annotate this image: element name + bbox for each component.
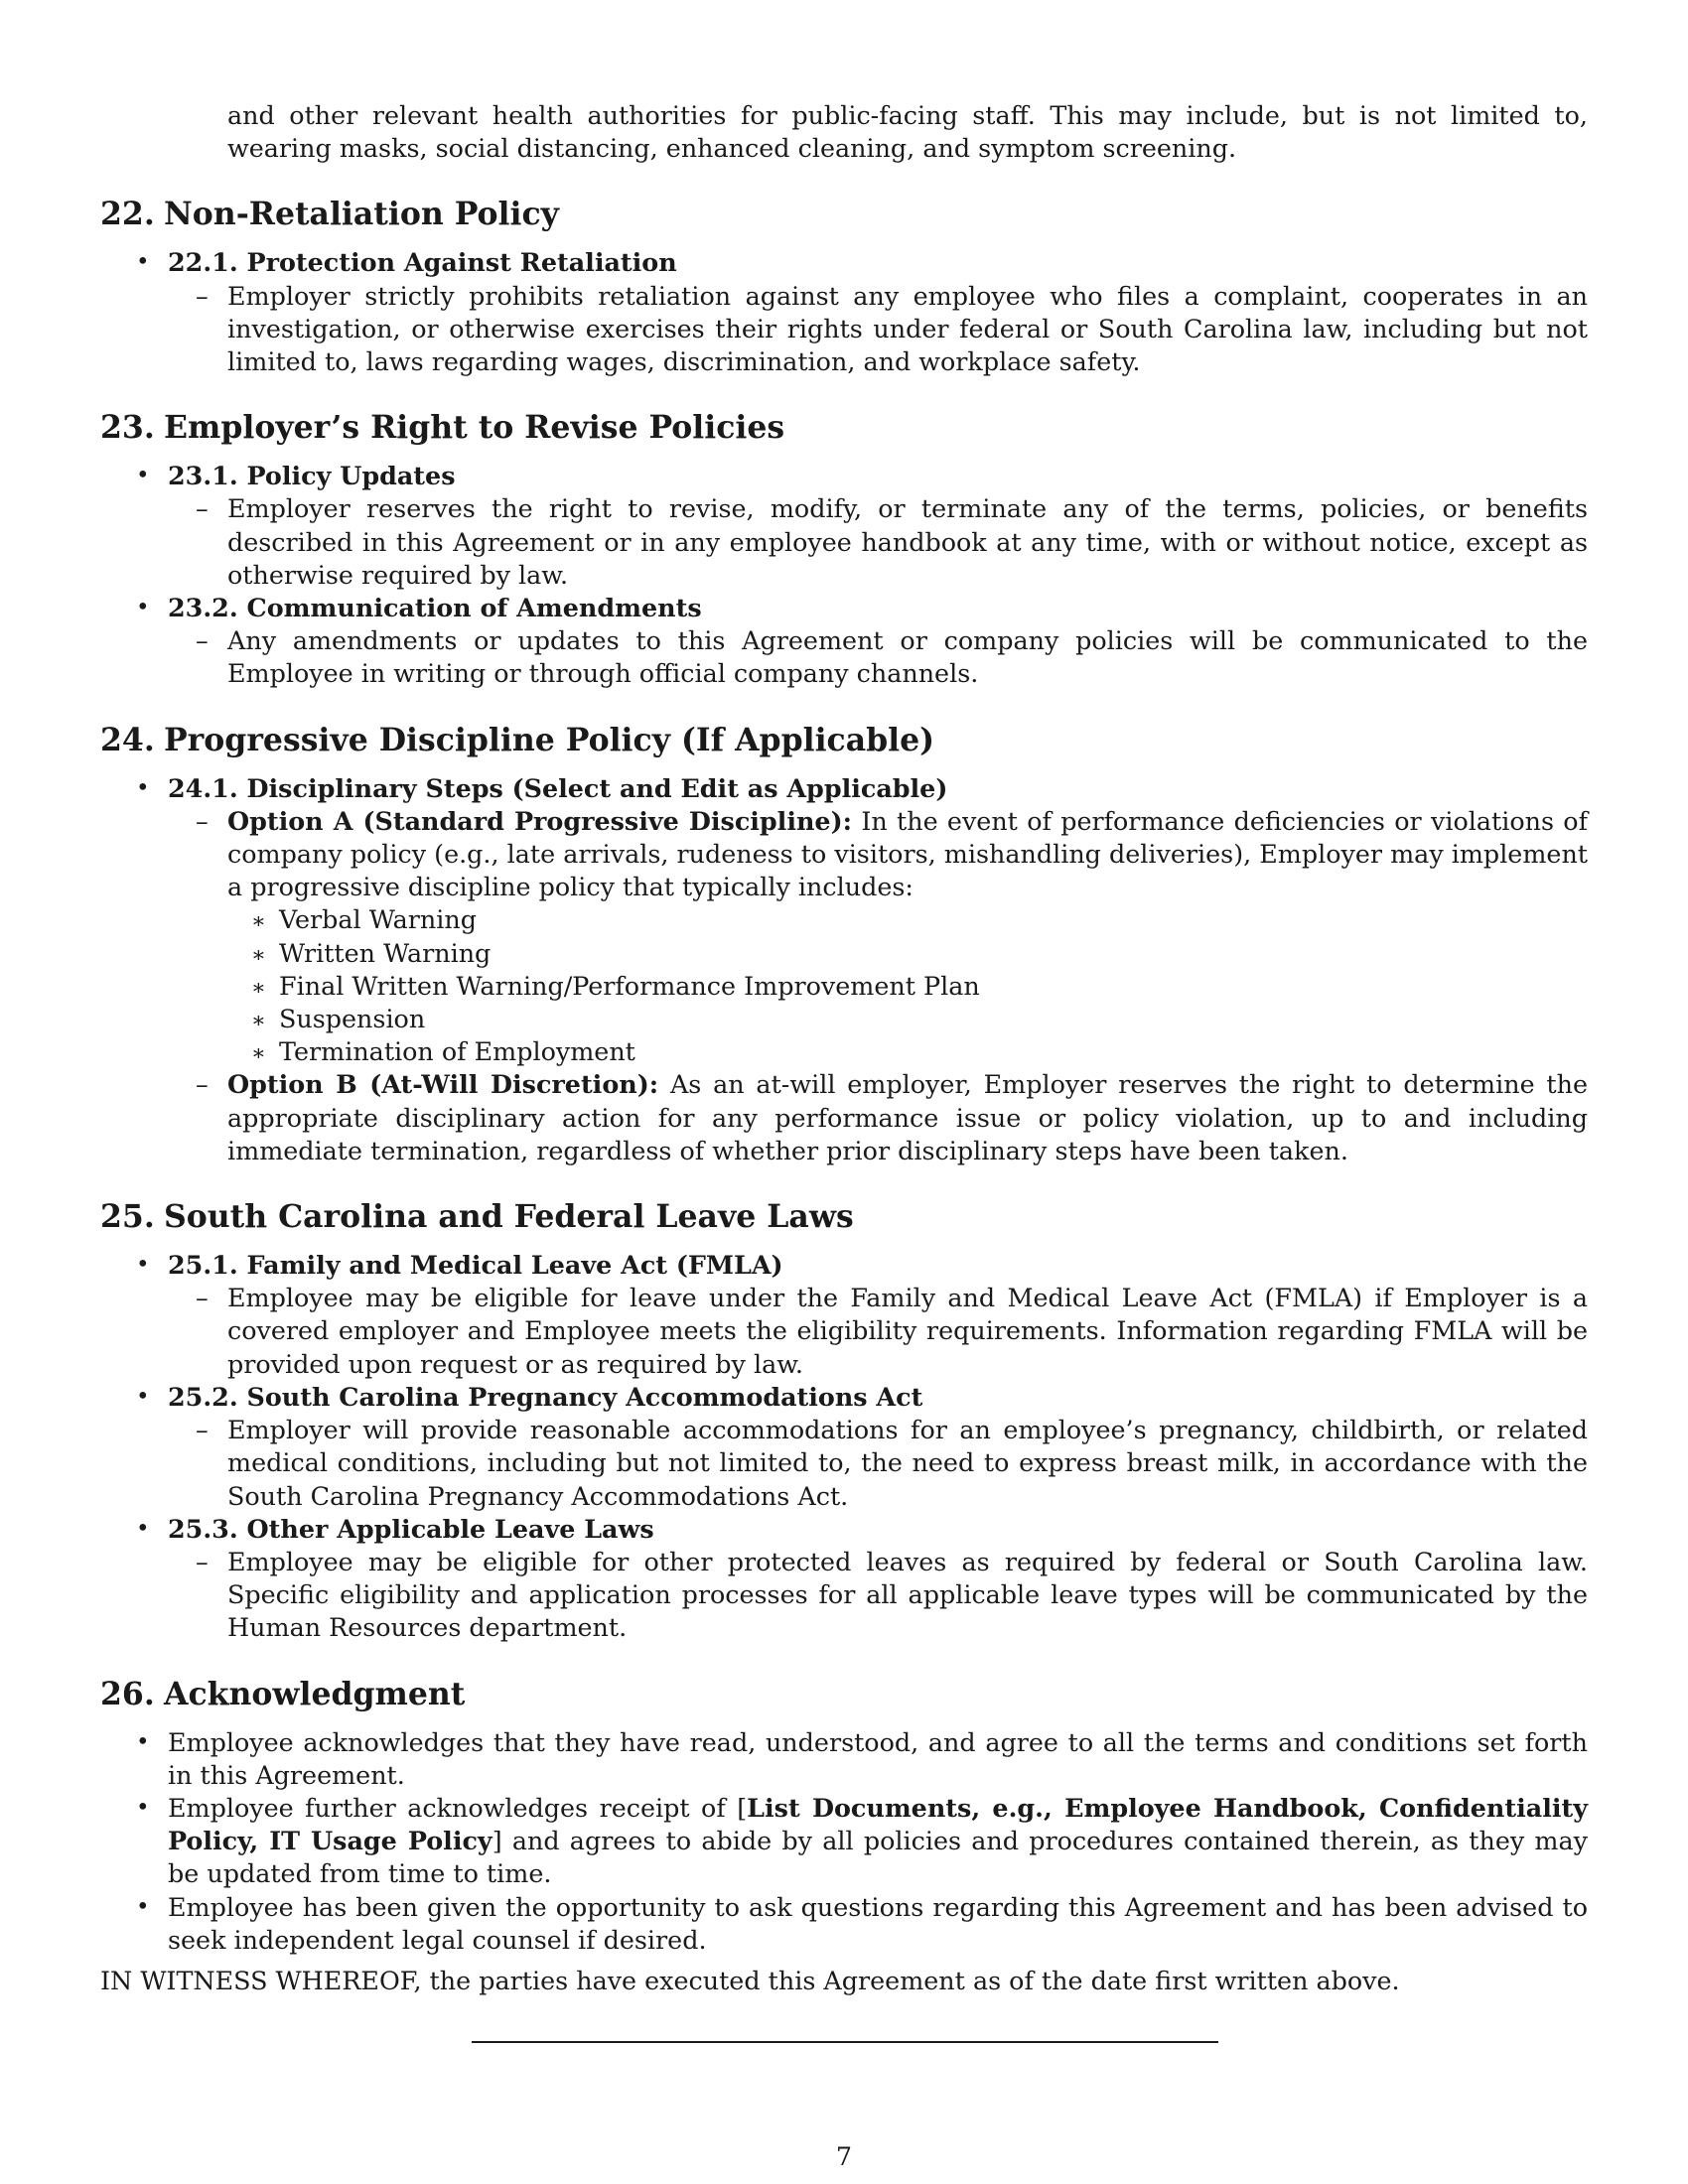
subsection-heading: 25.1. Family and Medical Leave Act (FMLA) bbox=[168, 1250, 783, 1281]
document-page bbox=[100, 99, 1588, 1997]
subsection-heading: 23.1. Policy Updates bbox=[168, 461, 456, 491]
step-text: Written Warning bbox=[279, 937, 492, 968]
item-text: Employee has been given the opportunity to ask questions regarding this Agreement and has been advised to seek independent legal counsel if desired. bbox=[168, 1891, 1588, 1955]
section-title: South Carolina and Federal Leave Laws bbox=[164, 1198, 854, 1236]
asterisk-icon: ∗ bbox=[251, 1041, 266, 1067]
bullet-icon: • bbox=[136, 1794, 150, 1821]
option-a-item bbox=[168, 805, 1588, 1069]
section-24-list bbox=[100, 772, 1588, 1167]
page-number: 7 bbox=[835, 2141, 853, 2171]
document-list-placeholder: List Documents, e.g., Employee Handbook, Confidentiality Policy, IT Usage Policy bbox=[168, 1792, 1588, 1856]
list-item bbox=[100, 1249, 1588, 1381]
bullet-icon: • bbox=[136, 463, 150, 489]
item-text: Employer strictly prohibits retaliation against any employee who files a complaint, cooperates in an investigation, or otherwise exercises their rights under federal or South Carolina law, including but not limited to, laws regarding wages, discrimination, and workplace safety. bbox=[227, 280, 1588, 377]
section-number: 26. bbox=[100, 1675, 155, 1712]
subsection-heading: 22.1. Protection Against Retaliation bbox=[168, 247, 677, 278]
section-title: Acknowledgment bbox=[164, 1675, 466, 1712]
section-23-heading bbox=[100, 408, 1588, 448]
option-b-text: As an at-will employer, Employer reserves the right to determine the appropriate disciplinary action for any performance issue or policy violation, up to and including immediate termination, regardless of whether prior disciplinary steps have been taken. bbox=[227, 1069, 1588, 1165]
item-text: Employee may be eligible for other protected leaves as required by federal or South Carolina law. Specific eligibility and application processes for all applicable leave types will be communicated by the Human Resources department. bbox=[227, 1546, 1588, 1643]
intro-paragraph: and other relevant health authorities for public-facing staff. This may include, but is not limited to, wearing masks, social distancing, enhanced cleaning, and symptom screening. bbox=[227, 100, 1588, 164]
list-item bbox=[100, 460, 1588, 592]
option-b-item bbox=[168, 1068, 1588, 1167]
item-text: Employee acknowledges that they have read, understood, and agree to all the terms and conditions set forth in this Agreement. bbox=[168, 1726, 1588, 1790]
item-text-pre: Employee further acknowledges receipt of [ bbox=[168, 1792, 748, 1823]
list-item bbox=[168, 624, 1588, 690]
list-item bbox=[100, 1891, 1588, 1957]
bullet-icon: • bbox=[136, 1383, 150, 1410]
witness-clause: IN WITNESS WHEREOF, the parties have executed this Agreement as of the date first written above. bbox=[100, 1965, 1400, 1995]
discipline-step bbox=[227, 970, 1588, 1003]
list-item bbox=[168, 492, 1588, 592]
option-a-label: Option A (Standard Progressive Discipline): bbox=[227, 805, 852, 836]
list-item bbox=[168, 280, 1588, 379]
bullet-icon: • bbox=[136, 1252, 150, 1279]
discipline-step bbox=[227, 937, 1588, 970]
asterisk-icon: ∗ bbox=[251, 1009, 266, 1034]
section-23-list bbox=[100, 460, 1588, 690]
section-25-heading bbox=[100, 1197, 1588, 1237]
list-item bbox=[100, 246, 1588, 378]
discipline-step bbox=[227, 1035, 1588, 1068]
bullet-icon: • bbox=[136, 595, 150, 621]
section-24-heading bbox=[100, 721, 1588, 760]
option-a-text: In the event of performance deficiencies or violations of company policy (e.g., late arrivals, rudeness to visitors, mishandling deliveries), Employer may implement a progressive discipline policy that typically includes: bbox=[227, 805, 1588, 902]
list-item bbox=[100, 1513, 1588, 1645]
dash-icon: – bbox=[196, 625, 209, 656]
section-title: Employer’s Right to Revise Policies bbox=[164, 409, 785, 447]
section-title: Progressive Discipline Policy (If Applicable) bbox=[164, 721, 935, 758]
dash-icon: – bbox=[196, 1415, 209, 1445]
dash-icon: – bbox=[196, 1546, 209, 1576]
bullet-icon: • bbox=[136, 1515, 150, 1542]
discipline-step bbox=[227, 903, 1588, 936]
item-text-post: ] and agrees to abide by all policies and procedures contained therein, as they may be updated from time to time. bbox=[168, 1826, 1588, 1889]
step-text: Termination of Employment bbox=[279, 1036, 635, 1067]
list-item bbox=[168, 1414, 1588, 1513]
section-25-list bbox=[100, 1249, 1588, 1644]
bullet-icon: • bbox=[136, 774, 150, 801]
section-title: Non-Retaliation Policy bbox=[164, 196, 559, 233]
section-22-list bbox=[100, 246, 1588, 378]
subsection-heading: 23.2. Communication of Amendments bbox=[168, 593, 702, 623]
dash-icon: – bbox=[196, 280, 209, 311]
dash-icon: – bbox=[196, 1283, 209, 1313]
dash-icon: – bbox=[196, 493, 209, 524]
dash-icon: – bbox=[196, 1069, 209, 1100]
list-item bbox=[100, 772, 1588, 1167]
step-text: Verbal Warning bbox=[279, 904, 477, 935]
section-22-heading bbox=[100, 195, 1588, 234]
list-item bbox=[100, 1726, 1588, 1792]
list-item bbox=[168, 1282, 1588, 1381]
asterisk-icon: ∗ bbox=[251, 942, 266, 968]
bullet-icon: • bbox=[136, 1728, 150, 1755]
dash-icon: – bbox=[196, 805, 209, 836]
bullet-icon: • bbox=[136, 249, 150, 276]
section-number: 23. bbox=[100, 409, 155, 447]
bullet-icon: • bbox=[136, 1893, 150, 1920]
asterisk-icon: ∗ bbox=[251, 975, 266, 1001]
section-26-heading bbox=[100, 1675, 1588, 1714]
option-b-label: Option B (At-Will Discretion): bbox=[227, 1069, 659, 1100]
step-text: Suspension bbox=[279, 1004, 426, 1034]
list-item bbox=[100, 592, 1588, 691]
item-text: Employee may be eligible for leave under the Family and Medical Leave Act (FMLA) if Employer is a covered employer and Employee meets the eligibility requirements. Information regarding FMLA will be provided upon request or as required by law. bbox=[227, 1283, 1588, 1379]
subsection-heading: 25.2. South Carolina Pregnancy Accommodations Act bbox=[168, 1381, 923, 1412]
signature-line bbox=[472, 2041, 1218, 2043]
section-26-list bbox=[100, 1726, 1588, 1957]
section-number: 22. bbox=[100, 196, 155, 233]
subsection-heading: 24.1. Disciplinary Steps (Select and Edit as Applicable) bbox=[168, 772, 948, 803]
asterisk-icon: ∗ bbox=[251, 909, 266, 935]
discipline-steps-list bbox=[227, 903, 1588, 1068]
discipline-step bbox=[227, 1003, 1588, 1035]
list-item bbox=[168, 1546, 1588, 1645]
section-number: 25. bbox=[100, 1198, 155, 1236]
item-text: Employer will provide reasonable accommodations for an employee’s pregnancy, childbirth, or related medical conditions, including but not limited to, the need to express breast milk, in accordance with the South Carolina Pregnancy Accommodations Act. bbox=[227, 1415, 1588, 1511]
section-number: 24. bbox=[100, 721, 155, 758]
step-text: Final Written Warning/Performance Improvement Plan bbox=[279, 970, 980, 1001]
list-item bbox=[100, 1792, 1588, 1891]
list-item bbox=[100, 1381, 1588, 1513]
item-text: Any amendments or updates to this Agreement or company policies will be communicated to the Employee in writing or through official company channels. bbox=[227, 625, 1588, 689]
item-text: Employer reserves the right to revise, modify, or terminate any of the terms, policies, or benefits described in this Agreement or in any employee handbook at any time, with or without notice, except as otherwise required by law. bbox=[227, 493, 1588, 590]
subsection-heading: 25.3. Other Applicable Leave Laws bbox=[168, 1513, 654, 1544]
